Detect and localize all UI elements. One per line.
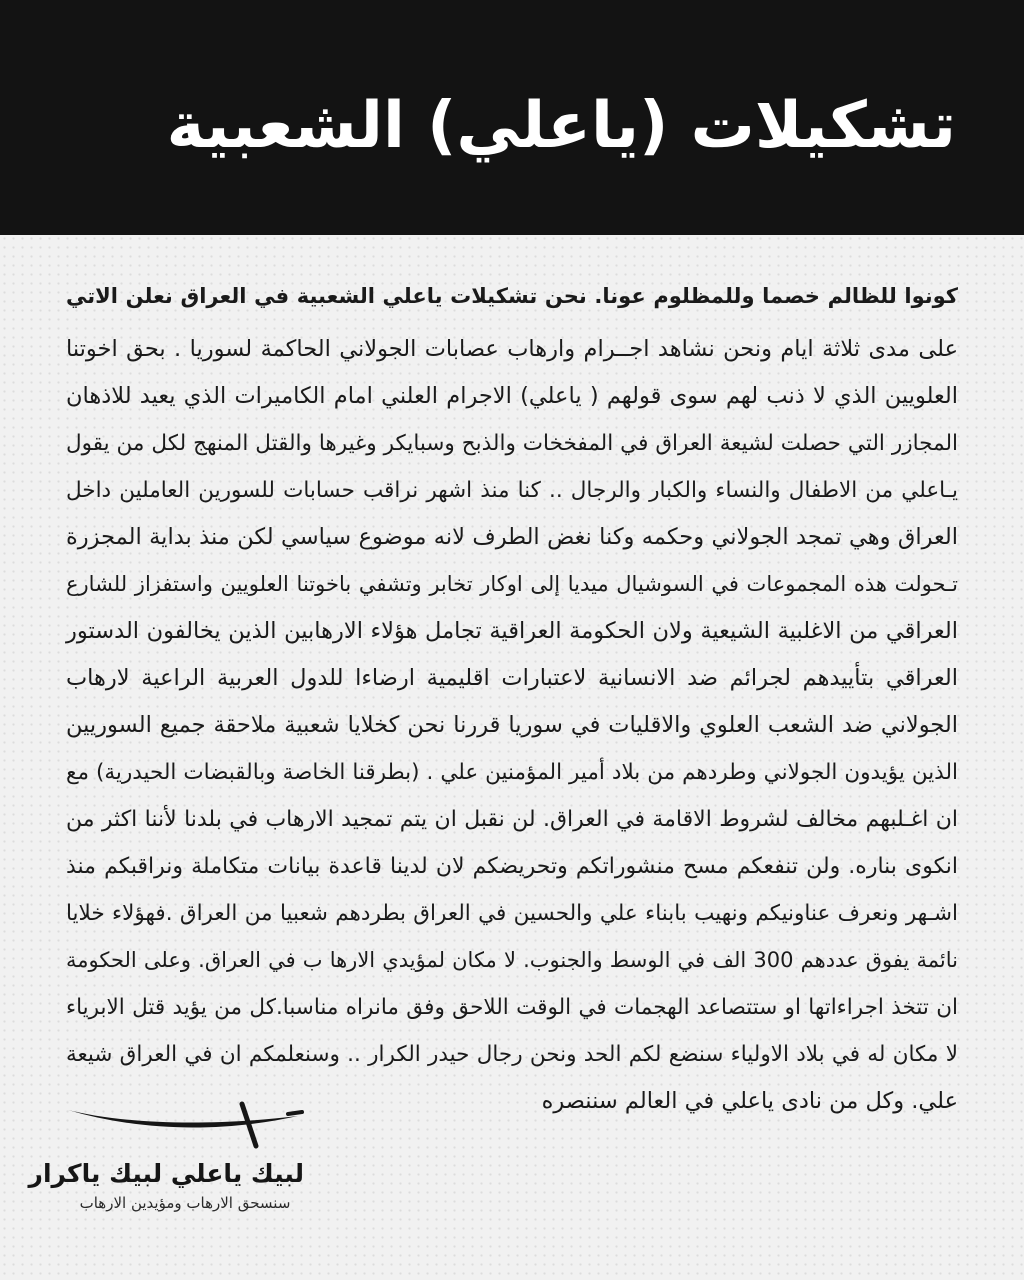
header-banner — [0, 0, 1024, 235]
statement-body — [66, 270, 958, 1125]
statement-line: الجولاني ضد الشعب العلوي والاقليات في سوريا قررنا نحن كخلايا شعبية ملاحقة جميع السوريين — [66, 712, 958, 738]
statement-line: اشـهر ونعرف عناونيكم ونهيب بابناء علي والحسين في العراق بطردهم شعبيا من العراق .فهؤلاء خلايا — [66, 901, 958, 926]
signature-subslogan: سنسحق الارهاب ومؤيدين الارهاب — [79, 1194, 291, 1212]
statement-line: المجازر التي حصلت لشيعة العراق في المفخخات والذبح وسبايكر وغيرها والقتل المنهج لكل من يقول — [66, 431, 958, 456]
signature-slogan: لبيك ياعلي لبيك ياكرار — [28, 1159, 304, 1188]
statement-line: نائمة يفوق عددهم 300 الف في الوسط والجنوب. لا مكان لمؤيدي الارها ب في العراق. وعلى الحكومة — [66, 948, 958, 972]
page-title: تشكيلات (ياعلي) الشعبية — [166, 89, 956, 163]
sword-icon — [66, 1100, 304, 1152]
statement-lead: كونوا للظالم خصما وللمظلوم عونا. نحن تشكيلات ياعلي الشعبية في العراق نعلن الاتي — [66, 284, 958, 308]
statement-line: العلويين الذي لا ذنب لهم سوى قولهم ( ياعلي) الاجرام العلني امام الكاميرات الذي يعيد للاذهان — [66, 383, 958, 409]
statement-line: العراقي بتأييدهم لجرائم ضد الانسانية لاعتبارات اقليمية ارضاءا للدول العربية الراعية لارهاب — [66, 665, 958, 691]
statement-line: على مدى ثلاثة ايام ونحن نشاهد اجــرام وارهاب عصابات الجولاني الحاكمة لسوريا . بحق اخوتنا — [66, 336, 958, 362]
statement-line: العراقي من الاغلبية الشيعية ولان الحكومة العراقية تجامل هؤلاء الارهابين الذين يخالفون الدستور — [66, 618, 958, 644]
statement-line: الذين يؤيدون الجولاني وطردهم من بلاد أمير المؤمنين علي . (بطرقنا الخاصة وبالقبضات الحيدرية) مع — [66, 760, 958, 785]
statement-line: انكوى بناره. ولن تنفعكم مسح منشوراتكم وتحريضكم لان لدينا قاعدة بيانات متكاملة ونراقبكم منذ — [66, 854, 958, 879]
statement-line: العراق وهي تمجد الجولاني وحكمه وكنا نغض الطرف لانه موضوع سياسي لكن منذ بداية المجزرة — [66, 524, 958, 550]
statement-line: علي. وكل من نادى ياعلي في العالم سننصره — [541, 1088, 958, 1114]
statement-line: تـحولت هذه المجموعات في السوشيال ميديا إلى اوكار تخابر وتشفي باخوتنا العلويين واستفزاز للشارع — [66, 572, 958, 596]
statement-line: ان اغـلبهم مخالف لشروط الاقامة في العراق. لن نقبل ان يتم تمجيد الارهاب في بلدنا لأننا اكثر من — [66, 807, 958, 832]
statement-line: ان تتخذ اجراءاتها او ستتصاعد الهجمات في الوقت اللاحق وفق مانراه مناسبا.كل من يؤيد قتل الابرياء — [66, 995, 958, 1020]
signature-block — [28, 1100, 304, 1214]
statement-line: يـاعلي من الاطفال والنساء والكبار والرجال .. كنا منذ اشهر نراقب حسابات للسورين العاملين داخل — [66, 478, 958, 503]
statement-line: لا مكان له في بلاد الاولياء سنضع لكم الحد ونحن رجال حيدر الكرار .. وسنعلمكم ان في العراق شيعة — [66, 1042, 958, 1067]
